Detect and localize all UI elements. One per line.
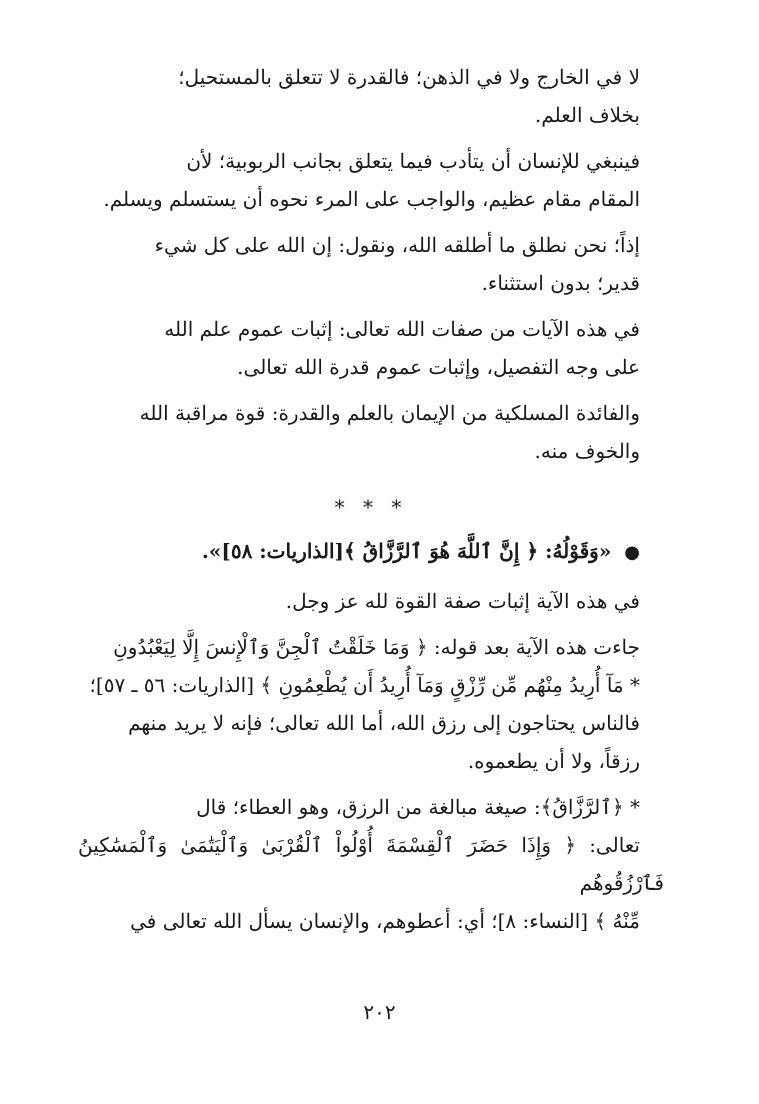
text-line: رزقاً، ولا أن يطعموه.	[467, 749, 640, 773]
paragraph-6	[78, 582, 664, 620]
section-separator: * * *	[334, 495, 408, 519]
text-line: والفائدة المسلكية من الإيمان بالعلم والقدرة: قوة مراقبة الله	[139, 401, 640, 425]
text-line: لا في الخارج ولا في الذهن؛ فالقدرة لا تتعلق بالمستحيل؛	[178, 65, 640, 89]
text-line: * ﴿ٱلرَّزَّاقُ﴾: صيغة مبالغة من الرزق، وهو العطاء؛ قال	[196, 795, 640, 819]
text-line: فينبغي للإنسان أن يتأدب فيما يتعلق بجانب الربوبية؛ لأن	[186, 149, 640, 173]
text-line: في هذه الآيات من صفات الله تعالى: إثبات عموم علم الله	[164, 317, 640, 341]
paragraph-8	[78, 788, 664, 940]
text-line: بخلاف العلم.	[534, 103, 640, 127]
page-body	[78, 58, 664, 948]
text-line: والخوف منه.	[534, 439, 640, 463]
paragraph-3	[78, 226, 664, 302]
section-heading	[78, 532, 664, 572]
text-line: في هذه الآية إثبات صفة القوة لله عز وجل.	[285, 589, 640, 613]
page-number: ٢٠٢	[363, 1000, 396, 1024]
paragraph-2	[78, 142, 664, 218]
text-line: تعالى: ﴿ وَإِذَا حَضَرَ ٱلْقِسْمَةَ أُوْلُواْ ٱلْقُرْبَىٰ وَٱلْيَتَٰمَىٰ وَٱلْمَسَٰكِينُ فَٱرْزُقُوهُم	[78, 833, 664, 895]
text-line: على وجه التفصيل، وإثبات عموم قدرة الله تعالى.	[237, 355, 640, 379]
paragraph-4	[78, 310, 664, 386]
text-line: إذاً؛ نحن نطلق ما أطلقه الله، ونقول: إن الله على كل شيء	[154, 233, 640, 257]
text-line: مِّنْهُ ﴾ [النساء: ٨]؛ أي: أعطوهم، والإنسان يسأل الله تعالى في	[130, 909, 640, 933]
paragraph-5	[78, 394, 664, 470]
paragraph-7	[78, 628, 664, 780]
text-line: قدير؛ بدون استثناء.	[481, 271, 640, 295]
text-line: * مَآ أُرِيدُ مِنْهُم مِّن رِّزْقٍ وَمَآ أُرِيدُ أَن يُطْعِمُونِ ﴾ [الذاريات: ٥٦ ـ ٥٧]؛	[89, 673, 640, 697]
text-line: جاءت هذه الآية بعد قوله: ﴿ وَمَا خَلَقْتُ ٱلْجِنَّ وَٱلْإِنسَ إِلَّا لِيَعْبُدُونِ	[113, 635, 640, 659]
bullet-icon: ●	[624, 542, 640, 563]
paragraph-1	[78, 58, 664, 134]
text-line: فالناس يحتاجون إلى رزق الله، أما الله تعالى؛ فإنه لا يريد منهم	[128, 711, 640, 735]
heading-text: «وَقَوْلُهُ: ﴿ إِنَّ ٱللَّهَ هُوَ ٱلرَّزَّاقُ ﴾[الذاريات: ٥٨]».	[201, 539, 612, 563]
text-line: المقام مقام عظيم، والواجب على المرء نحوه أن يستسلم ويسلم.	[103, 187, 640, 211]
